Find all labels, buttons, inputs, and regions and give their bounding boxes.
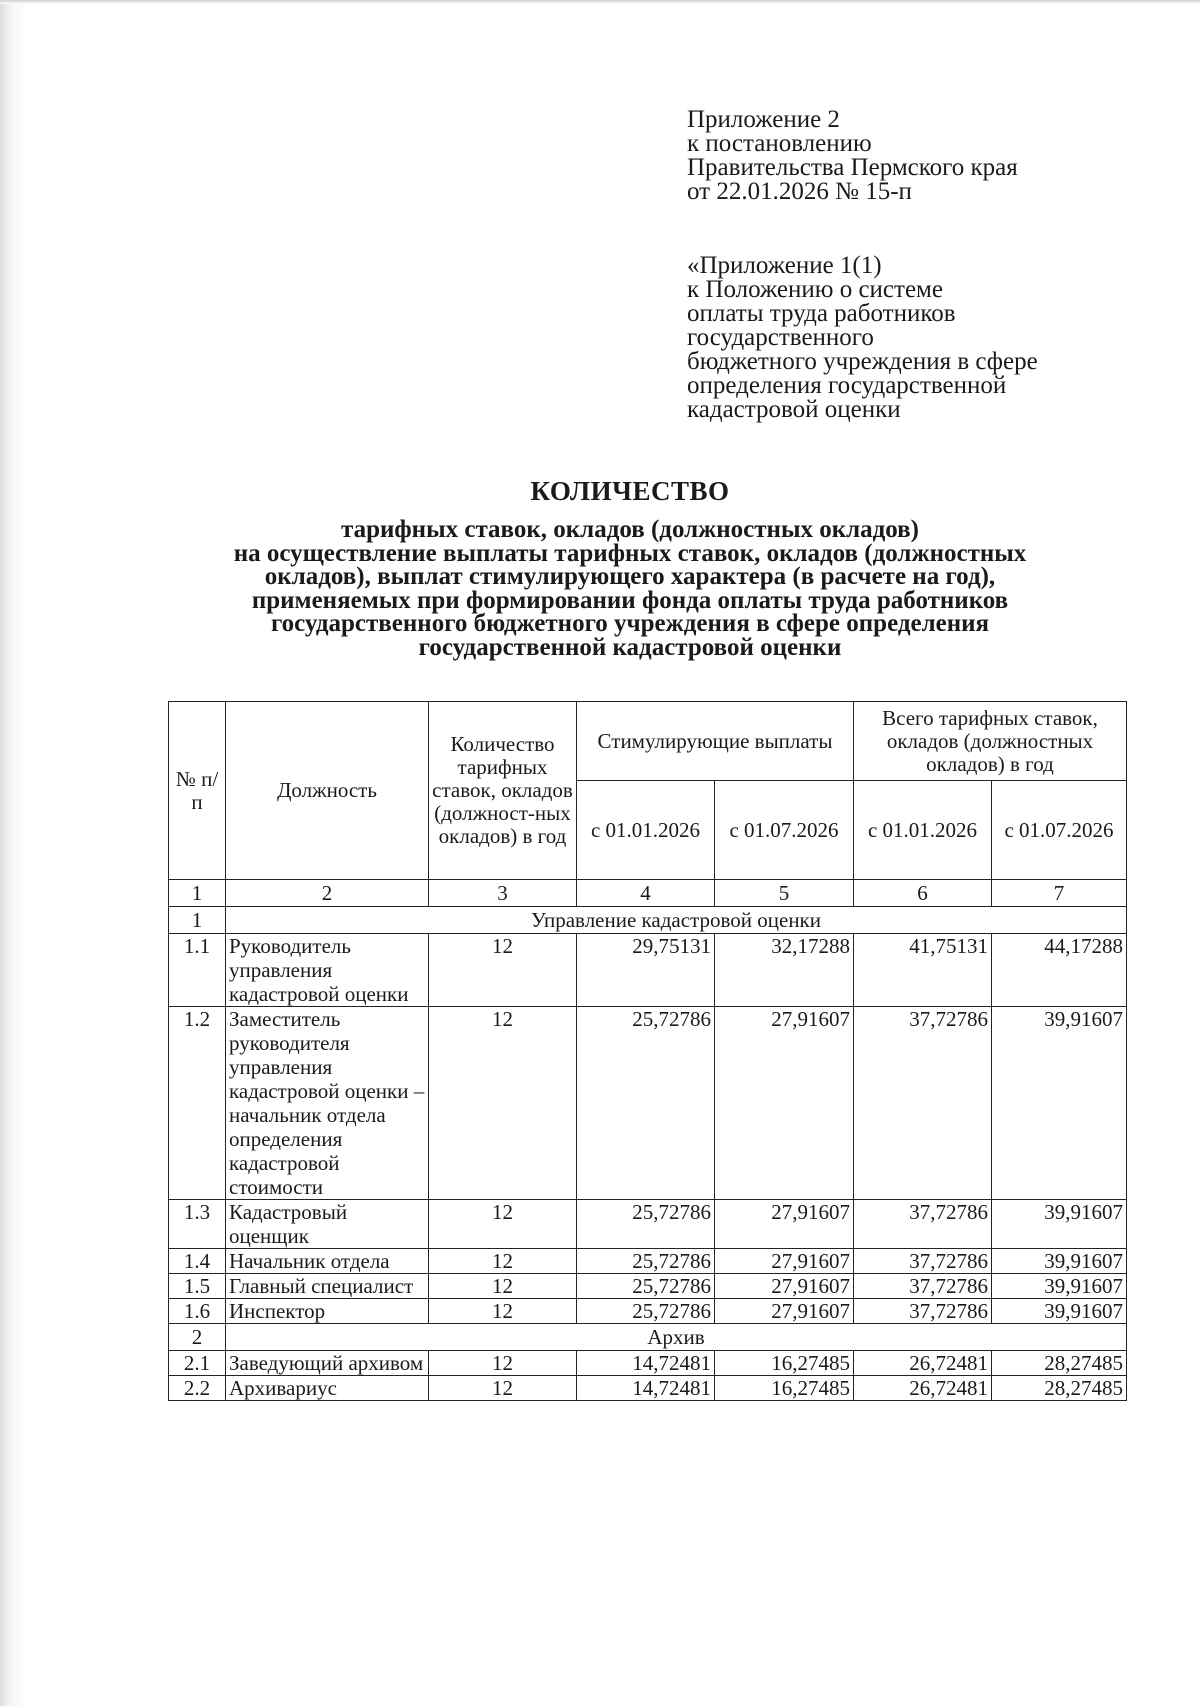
row-num: 1.2 xyxy=(169,1007,226,1200)
row-stimulus-jan: 25,72786 xyxy=(577,1299,715,1324)
table-row xyxy=(169,1376,1127,1401)
section-title: Управление кадастровой оценки xyxy=(226,907,1127,934)
table-row xyxy=(169,1351,1127,1376)
row-position: Кадастровый оценщик xyxy=(226,1200,429,1249)
row-stimulus-jul: 27,91607 xyxy=(715,1007,854,1200)
attachment-line: к постановлению xyxy=(687,130,872,157)
header-stimulus: Стимулирующие выплаты xyxy=(577,702,854,781)
row-position: Главный специалист xyxy=(226,1274,429,1299)
row-position: Архивариус xyxy=(226,1376,429,1401)
header-count: Количество тарифных ставок, окладов (должност-ных окладов) в год xyxy=(429,702,577,880)
row-stimulus-jul: 27,91607 xyxy=(715,1200,854,1249)
row-total-jul: 44,17288 xyxy=(992,934,1127,1007)
attachment-line: бюджетного учреждения в сфере xyxy=(687,348,1038,375)
row-total-jan: 37,72786 xyxy=(854,1200,992,1249)
row-num: 1.6 xyxy=(169,1299,226,1324)
subtitle-line: окладов), выплат стимулирующего характера (в расчете на год), xyxy=(264,563,996,590)
document-subtitle xyxy=(150,518,1110,659)
table-row xyxy=(169,1299,1127,1324)
attachment-line: оплаты труда работников xyxy=(687,300,956,327)
row-num: 1.1 xyxy=(169,934,226,1007)
section-num: 2 xyxy=(169,1324,226,1351)
section-row xyxy=(169,907,1127,934)
subtitle-line: государственного бюджетного учреждения в сфере определения xyxy=(270,610,990,637)
row-stimulus-jul: 16,27485 xyxy=(715,1351,854,1376)
section-title: Архив xyxy=(226,1324,1127,1351)
table-row xyxy=(169,1200,1127,1249)
header-date: с 01.01.2026 xyxy=(577,781,715,880)
attachment-header xyxy=(687,108,1018,204)
header-position: Должность xyxy=(226,702,429,880)
row-total-jan: 37,72786 xyxy=(854,1007,992,1200)
row-position: Начальник отдела xyxy=(226,1249,429,1274)
row-stimulus-jan: 14,72481 xyxy=(577,1351,715,1376)
row-stimulus-jan: 25,72786 xyxy=(577,1200,715,1249)
row-stimulus-jan: 25,72786 xyxy=(577,1249,715,1274)
subtitle-line: тарифных ставок, окладов (должностных окладов) xyxy=(340,516,919,543)
row-position: Заместитель руководителя управления кадастровой оценки – начальник отдела определения кадастровой стоимости xyxy=(226,1007,429,1200)
header-date: с 01.01.2026 xyxy=(854,781,992,880)
row-stimulus-jan: 29,75131 xyxy=(577,934,715,1007)
row-total-jan: 41,75131 xyxy=(854,934,992,1007)
column-number: 4 xyxy=(577,880,715,907)
row-num: 2.2 xyxy=(169,1376,226,1401)
row-num: 2.1 xyxy=(169,1351,226,1376)
table-row xyxy=(169,934,1127,1007)
attachment-line: государственного xyxy=(687,324,874,351)
row-stimulus-jul: 27,91607 xyxy=(715,1274,854,1299)
subtitle-line: на осуществление выплаты тарифных ставок, окладов (должностных xyxy=(233,539,1027,567)
row-total-jul: 28,27485 xyxy=(992,1376,1127,1401)
subtitle-line: государственной кадастровой оценки xyxy=(418,633,842,661)
scan-edge xyxy=(0,0,28,1706)
row-count: 12 xyxy=(429,1299,577,1324)
row-total-jul: 39,91607 xyxy=(992,1274,1127,1299)
attachment-line: к Положению о системе xyxy=(687,276,943,303)
attachment-line: «Приложение 1(1) xyxy=(687,252,882,279)
row-count: 12 xyxy=(429,1351,577,1376)
row-stimulus-jul: 16,27485 xyxy=(715,1376,854,1401)
row-count: 12 xyxy=(429,1274,577,1299)
row-position: Заведующий архивом xyxy=(226,1351,429,1376)
section-row xyxy=(169,1324,1127,1351)
attachment-line: от 22.01.2026 № 15-п xyxy=(687,178,912,205)
row-stimulus-jul: 27,91607 xyxy=(715,1249,854,1274)
row-num: 1.5 xyxy=(169,1274,226,1299)
attachment-line: Приложение 2 xyxy=(687,106,840,133)
scan-edge-top xyxy=(0,0,1200,4)
row-total-jan: 37,72786 xyxy=(854,1274,992,1299)
row-count: 12 xyxy=(429,1249,577,1274)
header-date: с 01.07.2026 xyxy=(992,781,1127,880)
column-number: 7 xyxy=(992,880,1127,907)
row-total-jul: 28,27485 xyxy=(992,1351,1127,1376)
table-row xyxy=(169,1274,1127,1299)
row-num: 1.4 xyxy=(169,1249,226,1274)
row-total-jan: 26,72481 xyxy=(854,1376,992,1401)
previous-attachment-header xyxy=(687,254,1038,422)
subtitle-line: применяемых при формировании фонда оплаты труда работников xyxy=(251,586,1009,614)
header-num: № п/п xyxy=(169,702,226,880)
column-number: 3 xyxy=(429,880,577,907)
column-number: 1 xyxy=(169,880,226,907)
column-number: 6 xyxy=(854,880,992,907)
attachment-line: Правительства Пермского края xyxy=(687,154,1018,181)
attachment-line: определения государственной xyxy=(687,372,1007,399)
column-number: 5 xyxy=(715,880,854,907)
row-total-jul: 39,91607 xyxy=(992,1200,1127,1249)
header-date: с 01.07.2026 xyxy=(715,781,854,880)
row-count: 12 xyxy=(429,1376,577,1401)
row-stimulus-jul: 27,91607 xyxy=(715,1299,854,1324)
row-total-jul: 39,91607 xyxy=(992,1249,1127,1274)
row-total-jul: 39,91607 xyxy=(992,1299,1127,1324)
row-count: 12 xyxy=(429,1007,577,1200)
table-row xyxy=(169,1007,1127,1200)
section-num: 1 xyxy=(169,907,226,934)
row-total-jan: 26,72481 xyxy=(854,1351,992,1376)
row-total-jan: 37,72786 xyxy=(854,1249,992,1274)
column-number: 2 xyxy=(226,880,429,907)
row-stimulus-jan: 25,72786 xyxy=(577,1274,715,1299)
row-stimulus-jan: 25,72786 xyxy=(577,1007,715,1200)
document-title: КОЛИЧЕСТВО xyxy=(530,476,730,506)
row-total-jul: 39,91607 xyxy=(992,1007,1127,1200)
header-total: Всего тарифных ставок, окладов (должностных окладов) в год xyxy=(854,702,1127,781)
row-count: 12 xyxy=(429,934,577,1007)
row-total-jan: 37,72786 xyxy=(854,1299,992,1324)
row-stimulus-jul: 32,17288 xyxy=(715,934,854,1007)
row-count: 12 xyxy=(429,1200,577,1249)
rates-table xyxy=(168,701,1127,1401)
attachment-line: кадастровой оценки xyxy=(687,396,901,423)
row-position: Инспектор xyxy=(226,1299,429,1324)
table-row xyxy=(169,1249,1127,1274)
row-position: Руководитель управления кадастровой оценки xyxy=(226,934,429,1007)
row-num: 1.3 xyxy=(169,1200,226,1249)
row-stimulus-jan: 14,72481 xyxy=(577,1376,715,1401)
column-number-row xyxy=(169,880,1127,907)
